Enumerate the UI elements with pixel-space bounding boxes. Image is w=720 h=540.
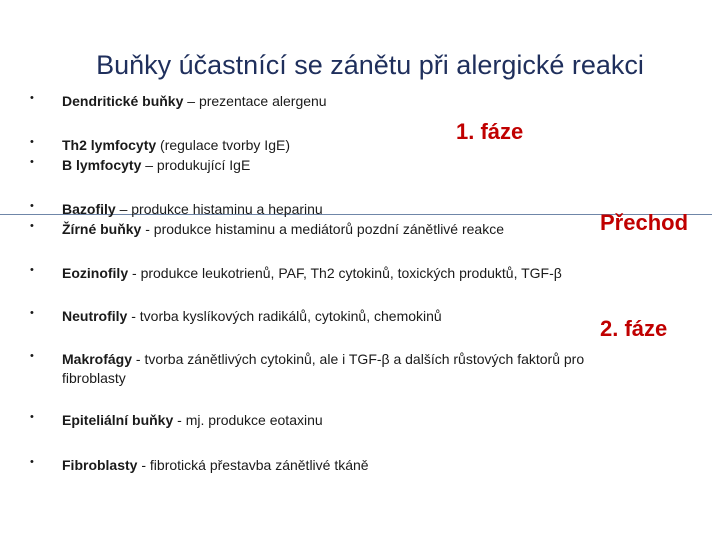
bullet: • <box>30 136 34 148</box>
cell-description: - fibrotická přestavba zánětlivé tkáně <box>137 457 369 473</box>
bullet: • <box>30 456 34 468</box>
cell-name: Bazofily <box>62 201 116 217</box>
cell-description-continued: fibroblasty <box>62 370 126 386</box>
cell-name: Fibroblasty <box>62 457 138 473</box>
bullet: • <box>30 350 34 362</box>
bullet: • <box>30 411 34 423</box>
cell-description: - tvorba kyslíkových radikálů, cytokinů, chemokinů <box>127 308 442 324</box>
cell-name: Žírné buňky <box>62 221 142 237</box>
cell-description: - mj. produkce eotaxinu <box>173 412 323 428</box>
cell-description: – produkující IgE <box>141 157 251 173</box>
cell-description: - tvorba zánětlivých cytokinů, ale i TGF-β a dalších růstových faktorů pro <box>132 351 585 367</box>
bullet: • <box>30 220 34 232</box>
bullet: • <box>30 264 34 276</box>
cell-name: Eozinofily <box>62 265 129 281</box>
cell-name: Dendritické buňky <box>62 93 184 109</box>
cell-description: (regulace tvorby IgE) <box>156 137 290 153</box>
cell-name: B lymfocyty <box>62 157 142 173</box>
bullet: • <box>30 156 34 168</box>
phase-1-label: 1. fáze <box>456 119 524 144</box>
cell-description: - produkce histaminu a mediátorů pozdní zánětlivé reakce <box>141 221 504 237</box>
bullet: • <box>30 307 34 319</box>
cell-description: - produkce leukotrienů, PAF, Th2 cytokinů, toxických produktů, TGF-β <box>128 265 562 281</box>
cell-description: – prezentace alergenu <box>183 93 327 109</box>
slide-title: Buňky účastnící se zánětu při alergické reakci <box>96 50 644 80</box>
cell-description: – produkce histaminu a heparinu <box>115 201 323 217</box>
cell-name: Makrofágy <box>62 351 133 367</box>
cell-name: Neutrofily <box>62 308 128 324</box>
bullet: • <box>30 200 34 212</box>
phase-2-label: 2. fáze <box>600 316 668 341</box>
cell-name: Th2 lymfocyty <box>62 137 157 153</box>
cell-name: Epiteliální buňky <box>62 412 174 428</box>
bullet: • <box>30 92 34 104</box>
transition-label: Přechod <box>600 210 689 235</box>
